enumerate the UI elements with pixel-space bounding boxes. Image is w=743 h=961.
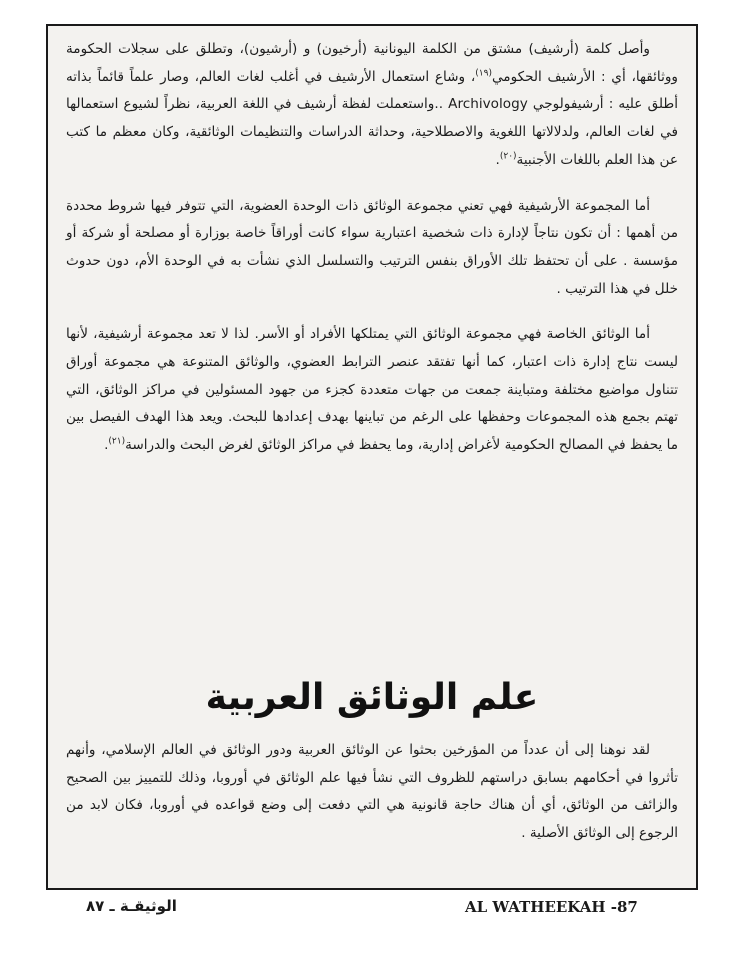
paragraph-text: . (104, 437, 109, 454)
paragraph-archive-origin (66, 36, 678, 175)
article-body (66, 36, 678, 460)
footnote-ref-19: (١٩) (475, 68, 492, 79)
paragraph-text: أما الوثائق الخاصة فهي مجموعة الوثائق التي يمتلكها الأفراد أو الأسر. لذا لا تعد مجموعة أرشيفية، لأنها ليست نتاج إدارة ذات اعتبار، كما أنها تفتقد عنصر الترابط العضوي، والوثائق المتنوعة هي مجموعة أوراق تتناول مواضيع مختلفة ومتباينة جمعت من جهات متعددة كجزء من جهود المسئولين في مراكز الوثائق، التي تهتم بجمع هذه المجموعات وحفظها على الرغم من تباينها بهدف إعدادها للبحث. ويعد هذا الهدف الفيصل بين ما يحفظ في المصالح الحكومية لأغراض إدارية، وما يحفظ في مراكز الوثائق لغرض البحث والدراسة (66, 326, 678, 454)
footnote-ref-21: (٢١) (108, 436, 126, 447)
footer-journal-latin: AL WATHEEKAH -87 (465, 898, 638, 916)
paragraph-text: وأصل كلمة (أرشيف) مشتق من الكلمة اليونانية (أرخيون) و (أرشيون)، وتطلق على سجلات الحكومة ووثائقها، أي : الأرشيف الحكومي (66, 41, 678, 85)
footnote-ref-20: (٢٠) (499, 151, 517, 162)
paragraph-private-documents (66, 321, 678, 460)
footer-journal-arabic: الوثيقـة ـ ٨٧ (86, 897, 177, 915)
article-body-continued (66, 737, 678, 848)
section-heading: علم الوثائق العربية (205, 677, 539, 718)
paragraph-arab-diplomatics: لقد نوهنا إلى أن عدداً من المؤرخين بحثوا عن الوثائق العربية ودور الوثائق في العالم الإسلامي، وأنهم تأثروا في أحكامهم بسابق دراستهم للظروف التي نشأ فيها علم الوثائق في أوروبا، وذلك للتمييز بين الصحيح والزائف من الوثائق، أي أن هناك حاجة قانونية هي التي دفعت إلى وضع قواعده في أوروبا، فكان لابد من الرجوع إلى الوثائق الأصلية . (66, 742, 678, 842)
paragraph-archival-collection: أما المجموعة الأرشيفية فهي تعني مجموعة الوثائق ذات الوحدة العضوية، التي تتوفر فيها شروط محددة من أهمها : أن تكون نتاجاً لإدارة ذات شخصية اعتبارية سواء كانت أوراقاً خاصة بوزارة أو مصلحة أو شركة أو مؤسسة . على أن تحتفظ تلك الأوراق بنفس الترتيب والتسلسل الذي نشأت به في الوحدة الأم، دون حدوث خلل في هذا الترتيب . (66, 197, 678, 297)
paragraph-text: . (495, 151, 500, 168)
paragraph-text: ، وشاع استعمال الأرشيف في أغلب لغات العالم، وصار علماً قائماً بذاته أطلق عليه : أرشيفولوجي Archivology ..واستعملت لفظة أرشيف في اللغة العربية، نظراً لشيوع استعمالها في لغات العالم، ولدلالاتها اللغوية والاصطلاحية، وحداثة الدراسات والتنظيمات الوثائقية، وكان معظم ما كتب عن هذا العلم باللغات الأجنبية (66, 68, 679, 168)
